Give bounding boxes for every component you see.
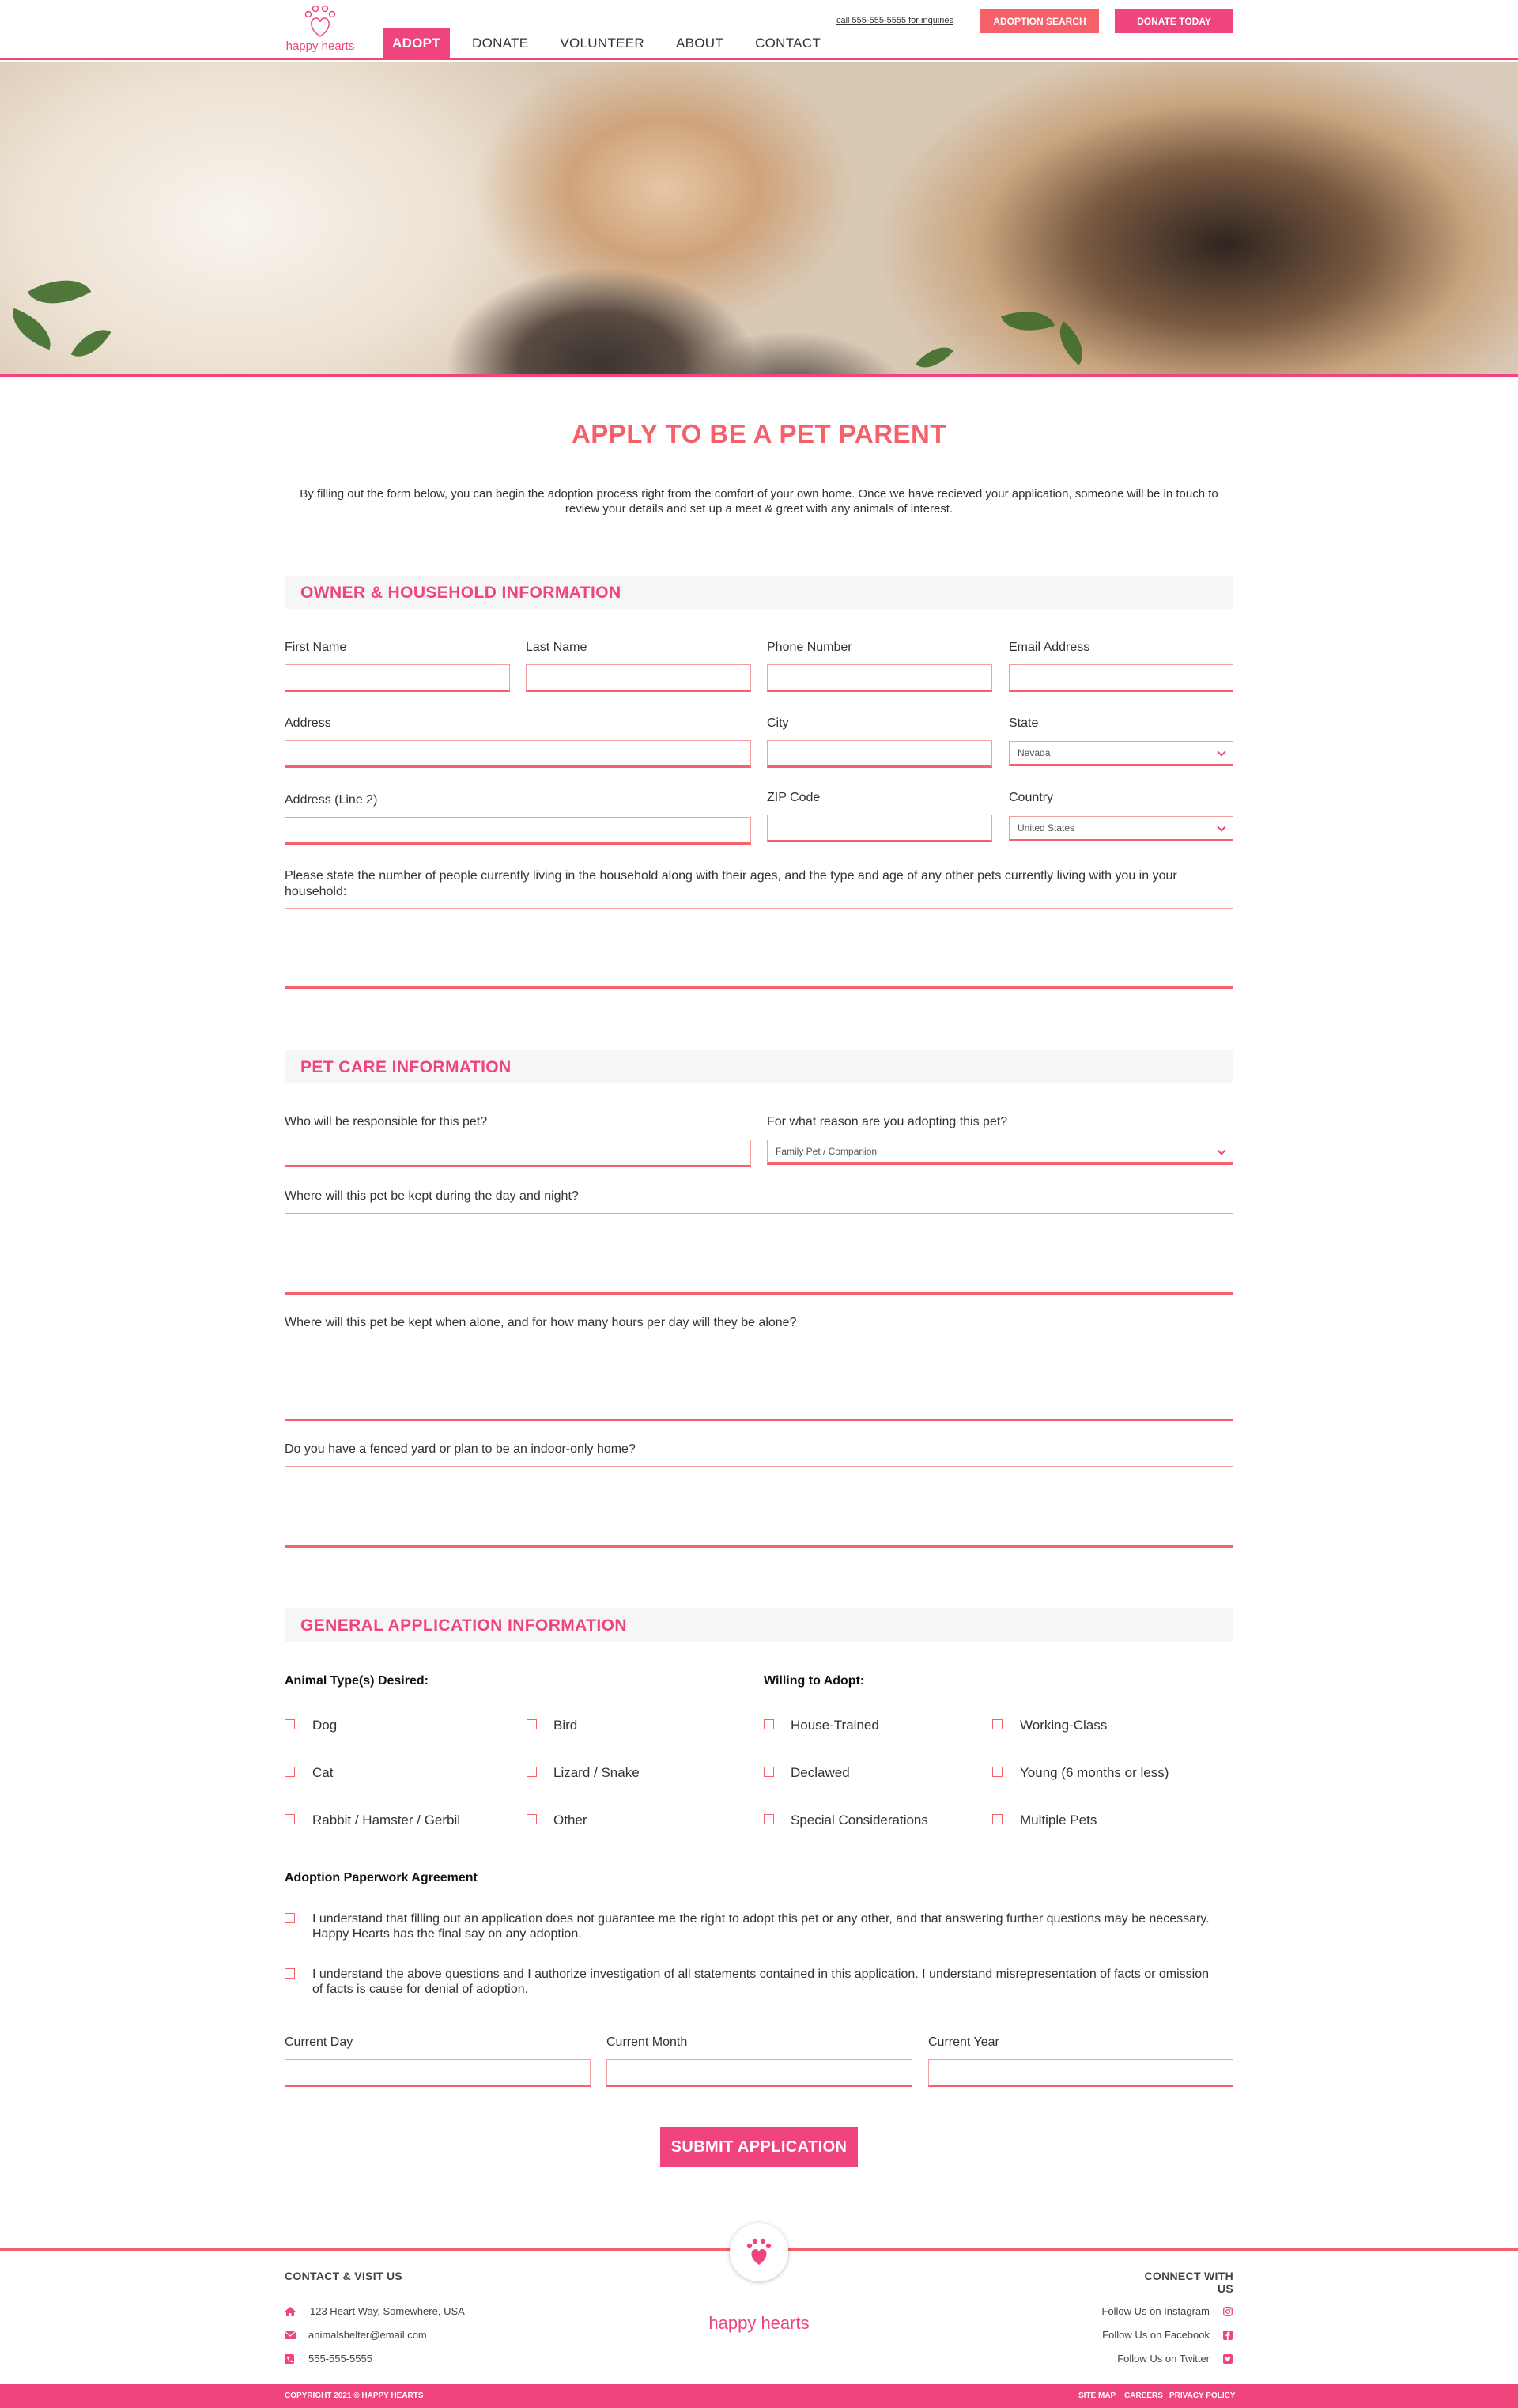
adoption-search-button[interactable]: ADOPTION SEARCH xyxy=(980,9,1099,33)
kept-textarea[interactable] xyxy=(285,1213,1233,1295)
chevron-down-icon xyxy=(1217,747,1225,756)
country-select[interactable] xyxy=(1009,816,1233,841)
willing-title: Willing to Adopt: xyxy=(764,1674,865,1688)
address2-label: Address (Line 2) xyxy=(285,793,378,807)
section-heading: OWNER & HOUSEHOLD INFORMATION xyxy=(300,584,621,602)
kept-label: Where will this pet be kept during the day and night? xyxy=(285,1189,579,1203)
nav-item-volunteer[interactable]: VOLUNTEER xyxy=(560,36,644,51)
privacy-policy-link[interactable]: PRIVACY POLICY xyxy=(1169,2391,1236,2400)
careers-link[interactable]: CAREERS xyxy=(1124,2391,1163,2400)
checkbox-label: Working-Class xyxy=(1020,1718,1108,1733)
first-name-input[interactable] xyxy=(285,664,510,692)
donate-today-button[interactable]: DONATE TODAY xyxy=(1115,9,1233,33)
current-year-input[interactable] xyxy=(928,2059,1233,2087)
checkbox-dog[interactable] xyxy=(285,1719,295,1729)
checkbox-declawed[interactable] xyxy=(764,1767,774,1777)
checkbox-label: Rabbit / Hamster / Gerbil xyxy=(312,1813,461,1828)
checkbox-label: Bird xyxy=(553,1718,578,1733)
footer-instagram-link[interactable]: Follow Us on Instagram xyxy=(1101,2305,1210,2317)
checkbox-agree-authorize[interactable] xyxy=(285,1968,295,1979)
email-label: Email Address xyxy=(1009,641,1090,654)
address-input[interactable] xyxy=(285,740,751,768)
section-heading: PET CARE INFORMATION xyxy=(300,1058,512,1076)
agreement-title: Adoption Paperwork Agreement xyxy=(285,1871,478,1884)
footer-facebook-link[interactable]: Follow Us on Facebook xyxy=(1102,2329,1210,2341)
checkbox-cat[interactable] xyxy=(285,1767,295,1777)
call-link[interactable]: call 555-555-5555 for inquiries xyxy=(836,16,953,25)
reason-select[interactable] xyxy=(767,1140,1233,1165)
phone-label: Phone Number xyxy=(767,641,852,654)
address2-input[interactable] xyxy=(285,817,751,845)
instagram-icon[interactable] xyxy=(1223,2307,1233,2316)
email-input[interactable] xyxy=(1009,664,1233,692)
section-pet-care xyxy=(285,1050,1233,1083)
last-name-label: Last Name xyxy=(526,641,587,654)
last-name-input[interactable] xyxy=(526,664,751,692)
fenced-textarea[interactable] xyxy=(285,1466,1233,1548)
responsible-input[interactable] xyxy=(285,1140,751,1167)
section-heading: GENERAL APPLICATION INFORMATION xyxy=(300,1616,627,1635)
checkbox-house-trained[interactable] xyxy=(764,1719,774,1729)
submit-application-button[interactable]: SUBMIT APPLICATION xyxy=(660,2127,858,2167)
checkbox-label: Lizard / Snake xyxy=(553,1765,640,1780)
footer-twitter-link[interactable]: Follow Us on Twitter xyxy=(1117,2353,1210,2365)
nav-item-adopt[interactable]: ADOPT xyxy=(383,28,450,59)
copyright: COPYRIGHT 2021 © HAPPY HEARTS xyxy=(285,2391,424,2400)
phone-input[interactable] xyxy=(767,664,992,692)
checkbox-multiple-pets[interactable] xyxy=(992,1814,1003,1824)
checkbox-bird[interactable] xyxy=(527,1719,537,1729)
hero-image xyxy=(0,62,1518,377)
alone-label: Where will this pet be kept when alone, and for how many hours per day will they be alone? xyxy=(285,1316,797,1329)
household-textarea[interactable] xyxy=(285,908,1233,989)
country-label: Country xyxy=(1009,791,1054,804)
footer-brand: happy hearts xyxy=(708,2313,810,2333)
chevron-down-icon xyxy=(1217,1146,1225,1155)
nav-item-about[interactable]: ABOUT xyxy=(676,36,724,51)
first-name-label: First Name xyxy=(285,641,347,654)
city-label: City xyxy=(767,716,789,730)
footer-email[interactable]: animalshelter@email.com xyxy=(308,2329,427,2341)
footer-contact-heading: CONTACT & VISIT US xyxy=(285,2270,403,2282)
household-label: Please state the number of people currently living in the household along with their ages, and the type and age of any other pets currently living with you in your household: xyxy=(285,869,1177,898)
current-month-input[interactable] xyxy=(606,2059,912,2087)
footer-bottom-bar xyxy=(0,2384,1518,2408)
state-select[interactable] xyxy=(1009,741,1233,766)
reason-label: For what reason are you adopting this pet? xyxy=(767,1115,1008,1128)
agree-authorize-text: I understand the above questions and I authorize investigation of all statements contained in this application. I understand misrepresentation of facts or omission of facts is cause for denial of adoption. xyxy=(312,1968,1210,1996)
footer-address: 123 Heart Way, Somewhere, USA xyxy=(310,2305,465,2317)
checkbox-working-class[interactable] xyxy=(992,1719,1003,1729)
checkbox-label: Multiple Pets xyxy=(1020,1813,1097,1828)
fenced-label: Do you have a fenced yard or plan to be an indoor-only home? xyxy=(285,1442,636,1456)
nav-item-contact[interactable]: CONTACT xyxy=(755,36,821,51)
state-label: State xyxy=(1009,716,1039,730)
section-owner-household xyxy=(285,576,1233,609)
current-year-label: Current Year xyxy=(928,2036,999,2049)
checkbox-label: Special Considerations xyxy=(791,1813,928,1828)
agree-guarantee-text: I understand that filling out an application does not guarantee me the right to adopt this pet or any other, and that answering further questions may be necessary. Happy Hearts has the final say on any adoption. xyxy=(312,1912,1210,1941)
paw-heart-icon xyxy=(743,2236,775,2268)
main-nav xyxy=(383,28,843,59)
checkbox-lizard-snake[interactable] xyxy=(527,1767,537,1777)
facebook-icon[interactable] xyxy=(1223,2331,1233,2340)
logo-text: happy hearts xyxy=(285,40,355,53)
intro-text: By filling out the form below, you can begin the adoption process right from the comfort of your own home. Once we have recieved your application, someone will be in touch to review your details and set up a meet & greet with any animals of interest. xyxy=(300,487,1218,516)
section-general xyxy=(285,1608,1233,1642)
alone-textarea[interactable] xyxy=(285,1340,1233,1421)
site-header xyxy=(0,0,1518,60)
logo[interactable] xyxy=(285,5,356,54)
checkbox-rabbit-hamster-gerbil[interactable] xyxy=(285,1814,295,1824)
checkbox-label: Other xyxy=(553,1813,587,1828)
leaf-decoration xyxy=(28,264,92,319)
checkbox-label: Cat xyxy=(312,1765,334,1780)
phone-icon xyxy=(285,2354,294,2364)
current-month-label: Current Month xyxy=(606,2036,688,2049)
footer-logo-badge xyxy=(730,2223,788,2281)
address-label: Address xyxy=(285,716,331,730)
checkbox-label: Declawed xyxy=(791,1765,850,1780)
twitter-icon[interactable] xyxy=(1223,2354,1233,2364)
paw-heart-icon xyxy=(300,5,340,40)
responsible-label: Who will be responsible for this pet? xyxy=(285,1115,488,1128)
leaf-decoration xyxy=(71,320,111,366)
checkbox-special-considerations[interactable] xyxy=(764,1814,774,1824)
current-day-label: Current Day xyxy=(285,2036,353,2049)
checkbox-label: Dog xyxy=(312,1718,338,1733)
checkbox-agree-guarantee[interactable] xyxy=(285,1913,295,1923)
zip-label: ZIP Code xyxy=(767,791,821,804)
footer-phone[interactable]: 555-555-5555 xyxy=(308,2353,372,2365)
animal-types-title: Animal Type(s) Desired: xyxy=(285,1674,429,1688)
zip-input[interactable] xyxy=(767,815,992,842)
page-title: APPLY TO BE A PET PARENT xyxy=(571,419,947,448)
reason-select-value: Family Pet / Companion xyxy=(776,1146,878,1157)
checkbox-other[interactable] xyxy=(527,1814,537,1824)
leaf-decoration xyxy=(916,338,953,377)
state-select-value: Nevada xyxy=(1018,747,1051,758)
leaf-decoration xyxy=(5,308,59,350)
footer-connect-heading: CONNECT WITH US xyxy=(1144,2270,1233,2295)
nav-item-donate[interactable]: DONATE xyxy=(472,36,529,51)
leaf-decoration xyxy=(1001,301,1055,342)
checkbox-label: House-Trained xyxy=(791,1718,879,1733)
country-select-value: United States xyxy=(1018,822,1075,834)
site-map-link[interactable]: SITE MAP xyxy=(1078,2391,1116,2400)
current-day-input[interactable] xyxy=(285,2059,591,2087)
checkbox-young[interactable] xyxy=(992,1767,1003,1777)
city-input[interactable] xyxy=(767,740,992,768)
checkbox-label: Young (6 months or less) xyxy=(1020,1765,1169,1780)
leaf-decoration xyxy=(1048,321,1094,365)
chevron-down-icon xyxy=(1217,822,1225,831)
